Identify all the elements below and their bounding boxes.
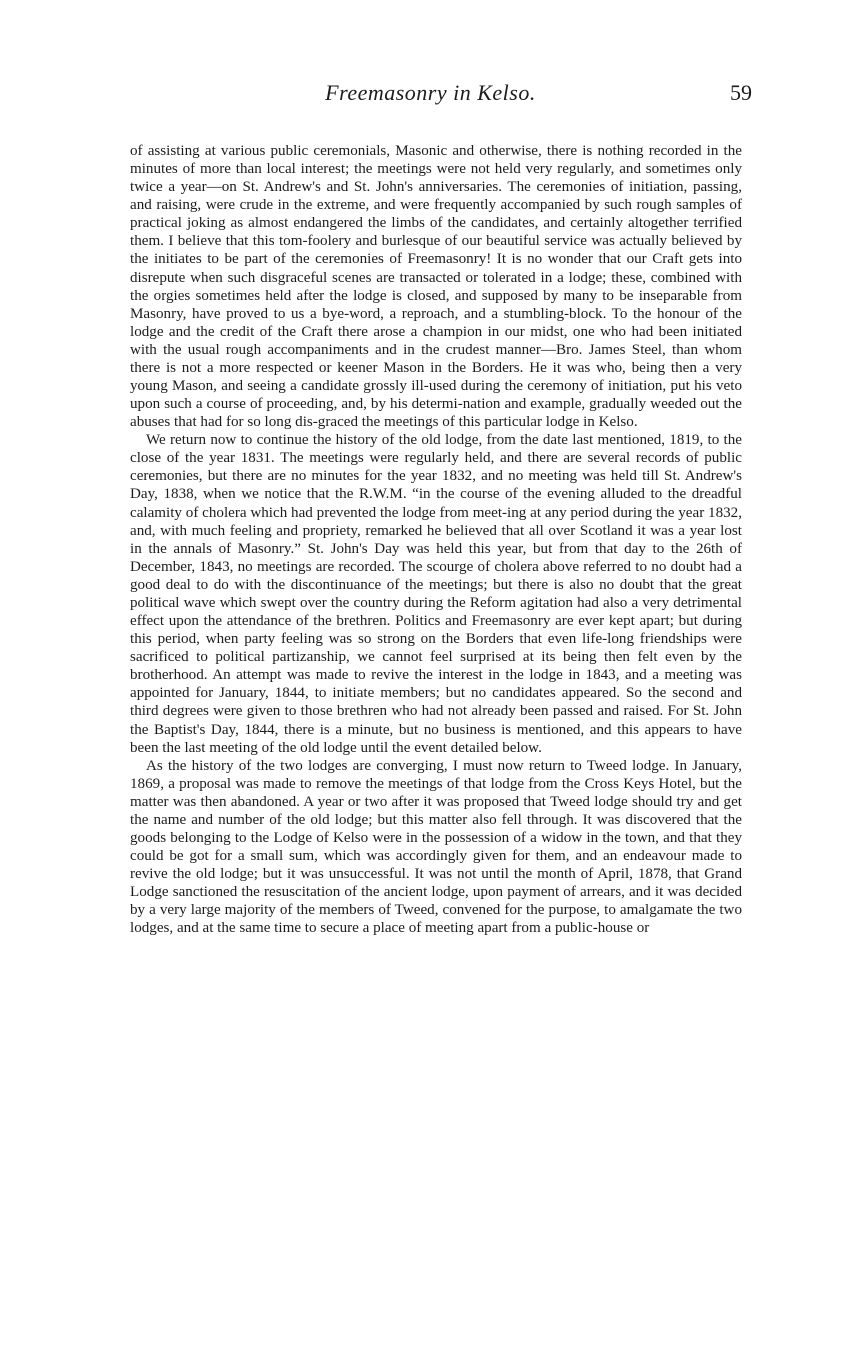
running-header [0, 80, 861, 116]
page-number: 59 [730, 80, 752, 105]
body-text [130, 142, 742, 937]
paragraph-continued: of assisting at various public ceremonials, Masonic and otherwise, there is nothing recorded in the minutes of more than local interest; the meetings were not held very regularly, and sometimes only twice a year—on St. Andrew's and St. John's anniversaries. The ceremonies of initiation, passing, and raising, were crude in the extreme, and were frequently accompanied by such rough samples of practical joking as almost endangered the limbs of the candidates, and certainly altogether terrified them. I believe that this tom-foolery and burlesque of our beautiful service was actually believed by the initiates to be part of the ceremonies of Freemasonry! It is no wonder that our Craft gets into disrepute when such disgraceful scenes are transacted or tolerated in a lodge; these, combined with the orgies sometimes held after the lodge is closed, and supposed by many to be inseparable from Masonry, have proved to us a bye-word, a reproach, and a stumbling-block. To the honour of the lodge and the credit of the Craft there arose a champion in our midst, one who had been initiated with the usual rough accompaniments and in the crudest manner—Bro. James Steel, than whom there is not a more respected or keener Mason in the Borders. He it was who, being then a very young Mason, and seeing a candidate grossly ill-used during the ceremony of initiation, put his veto upon such a course of proceeding, and, by his determi-nation and example, gradually weeded out the abuses that had for so long dis-graced the meetings of this particular lodge in Kelso. [130, 143, 742, 431]
paragraph-old-lodge-history: We return now to continue the history of the old lodge, from the date last mentioned, 1819, to the close of the year 1831. The meetings were regularly held, and there are several records of public ceremonies, but there are no minutes for the year 1832, and no meeting was held till St. Andrew's Day, 1838, when we notice that the R.W.M. “in the course of the evening alluded to the dreadful calamity of cholera which had prevented the lodge from meet-ing at any period during the year 1832, and, with much feeling and propriety, remarked he believed that all over Scotland it was a year lost in the annals of Masonry.” St. John's Day was held this year, but from that day to the 26th of December, 1843, no meetings are recorded. The scourge of cholera above referred to no doubt had a good deal to do with the discontinuance of the meetings; but there is also no doubt that the great political wave which swept over the country during the Reform agitation had also a very detrimental effect upon the attendance of the brethren. Politics and Freemasonry are ever kept apart; but during this period, when party feeling was so strong on the Borders that even life-long friendships were sacrificed to political partizanship, we cannot feel surprised at its being then felt even by the brotherhood. An attempt was made to revive the interest in the lodge in 1843, and a meeting was appointed for January, 1844, to initiate members; but no candidates appeared. So the second and third degrees were given to those brethren who had not already been passed and raised. For St. John the Baptist's Day, 1844, there is a minute, but no business is mentioned, and this appears to have been the last meeting of the old lodge until the event detailed below. [130, 432, 742, 756]
running-title: Freemasonry in Kelso. [325, 80, 536, 105]
paragraph-tweed-lodge: As the history of the two lodges are converging, I must now return to Tweed lodge. In January, 1869, a proposal was made to remove the meetings of that lodge from the Cross Keys Hotel, but the matter was then abandoned. A year or two after it was proposed that Tweed lodge should try and get the name and number of the old lodge; but this matter also fell through. It was discovered that the goods belonging to the Lodge of Kelso were in the possession of a widow in the town, and that they could be got for a small sum, which was accordingly given for them, and an endeavour made to revive the old lodge; but it was unsuccessful. It was not until the month of April, 1878, that Grand Lodge sanctioned the resuscitation of the ancient lodge, upon payment of arrears, and it was decided by a very large majority of the members of Tweed, convened for the purpose, to amalgamate the two lodges, and at the same time to secure a place of meeting apart from a public-house or [130, 757, 742, 937]
